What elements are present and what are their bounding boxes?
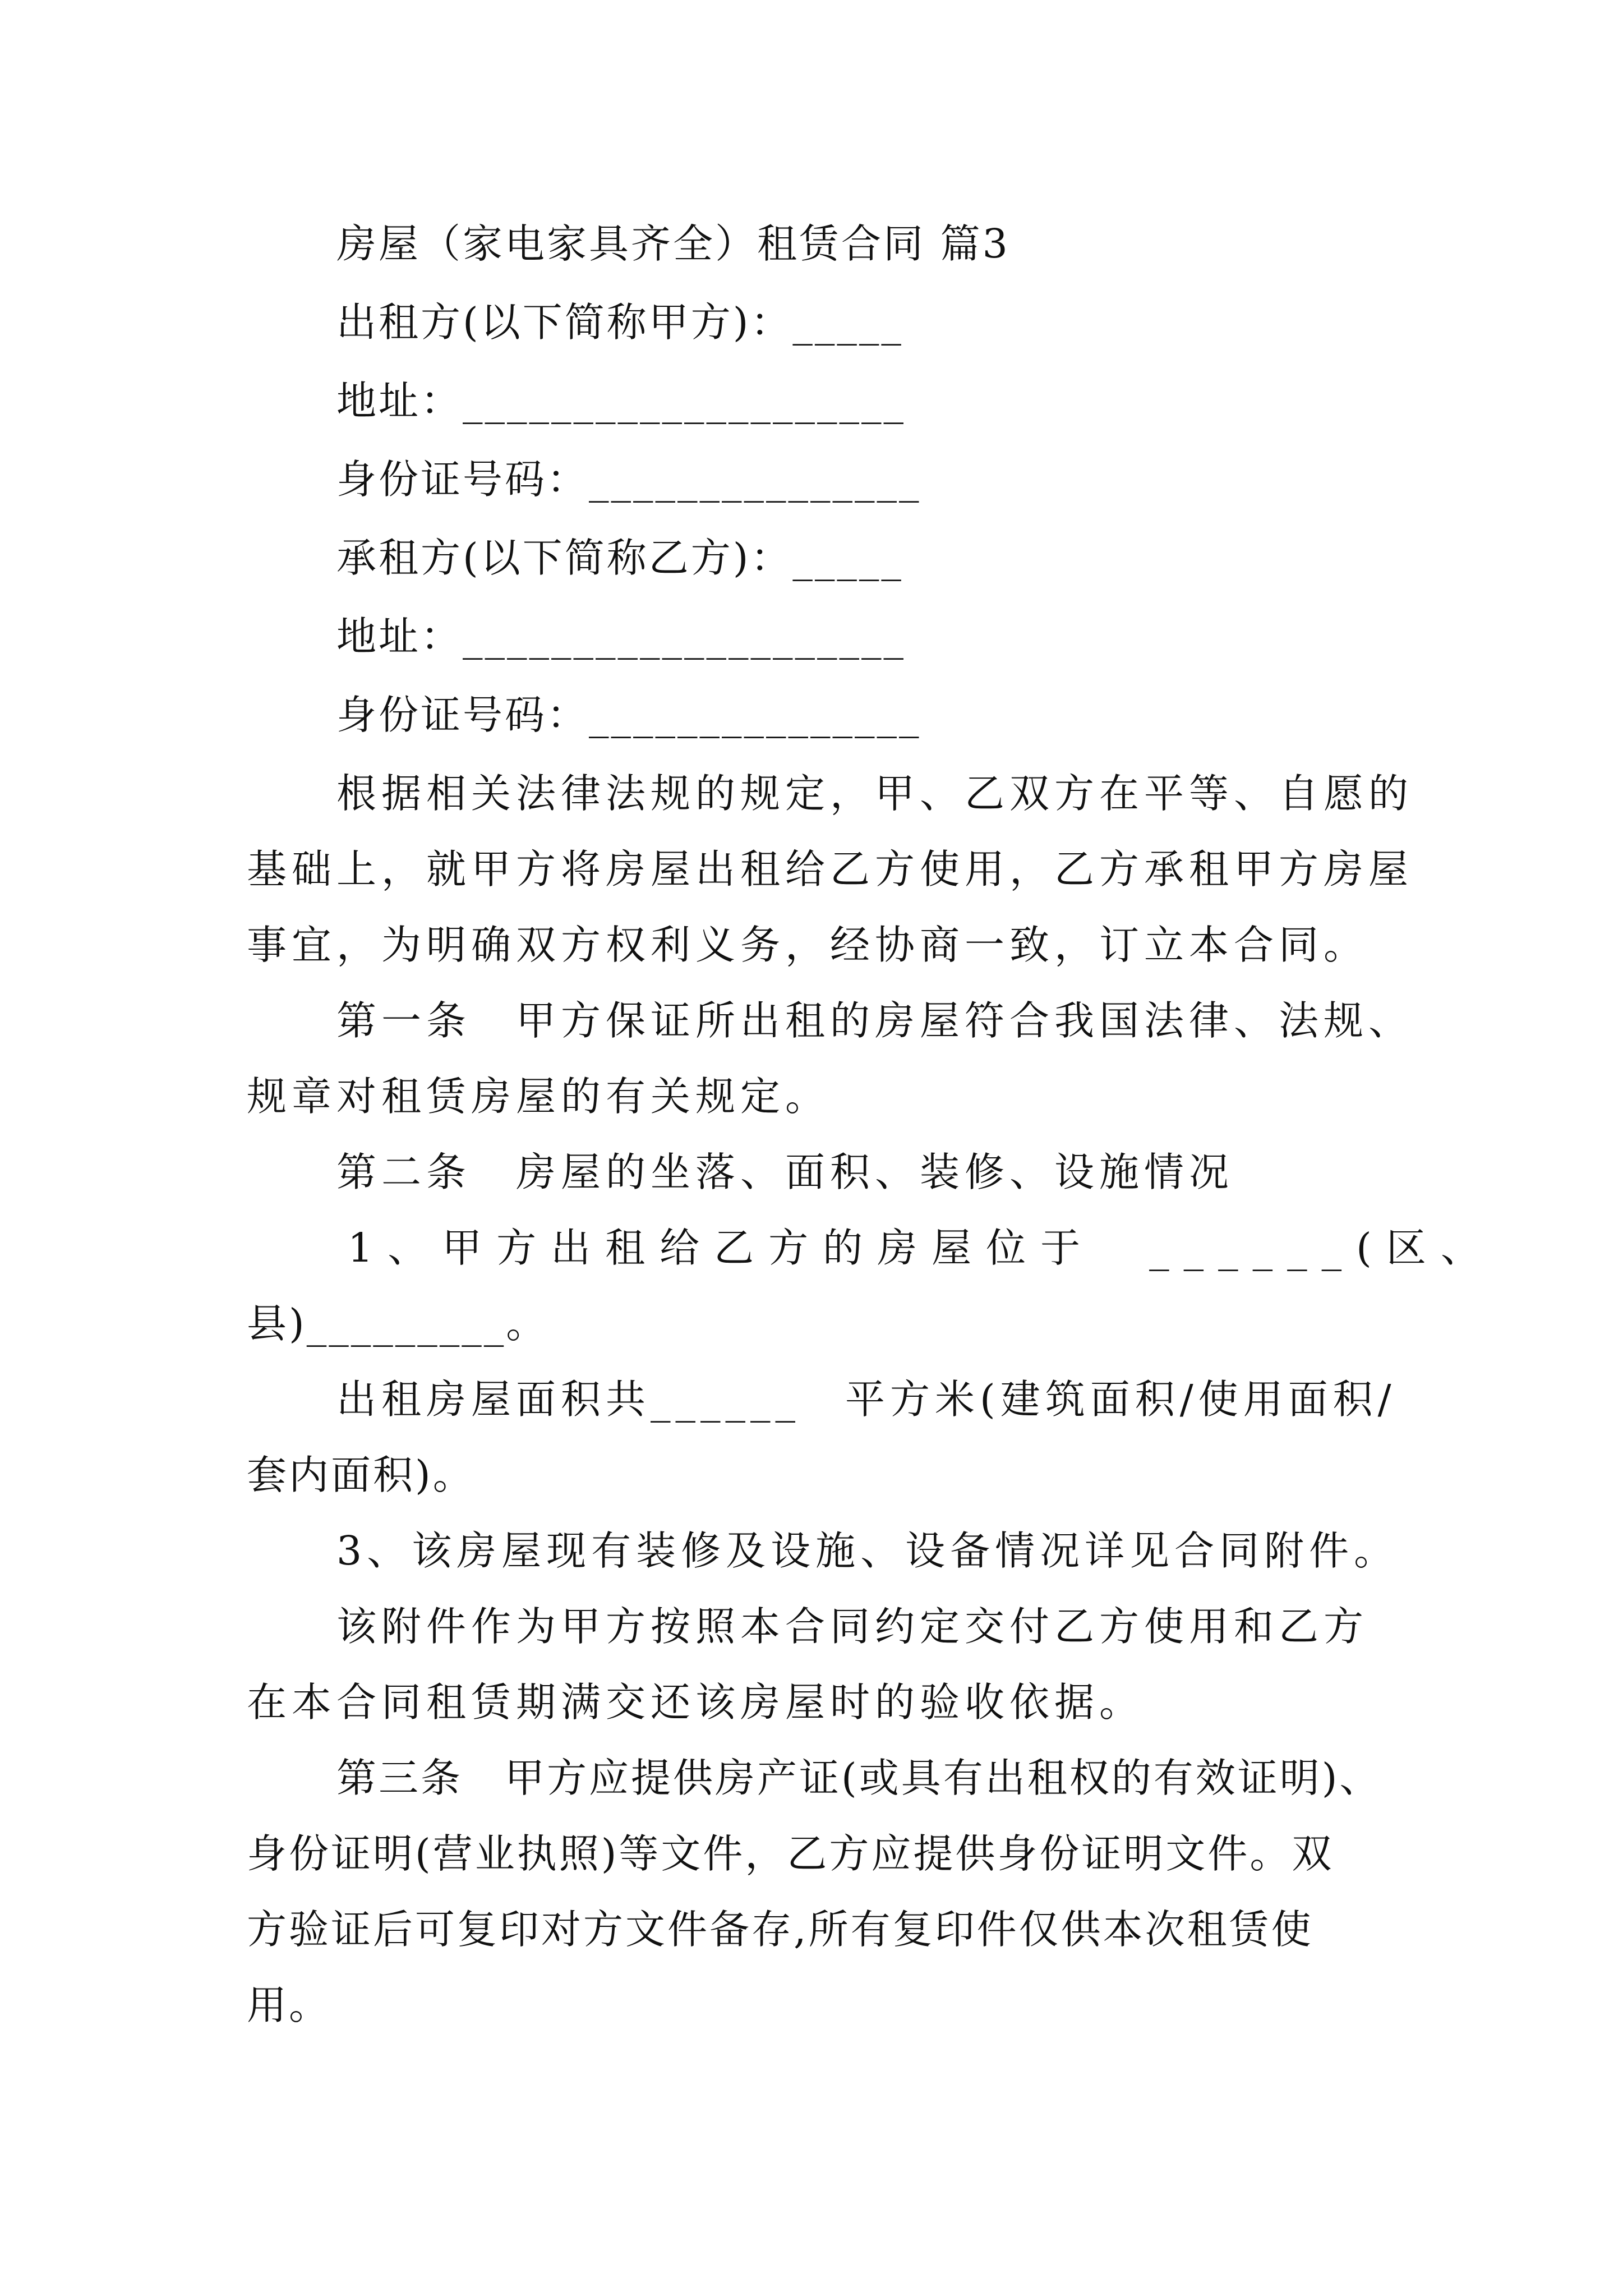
lessor-label: 出租方(以下简称甲方)：_____ [336,299,903,346]
article2-area-line: 出租房屋面积共______ 平方米(建筑面积/使用面积/ [336,1376,1396,1423]
article2-item1-line: 县)_________。 [247,1300,548,1347]
article2-item3: 3、该房屋现有装修及设施、设备情况详见合同附件。 [336,1527,1399,1574]
article2-annex-line: 该附件作为甲方按照本合同约定交付乙方使用和乙方 [336,1603,1369,1650]
lessor-address: 地址：____________________ [336,378,906,424]
document-title: 房屋（家电家具齐全）租赁合同 篇3 [336,220,1010,267]
article2-area-line: 套内面积)。 [247,1452,475,1498]
article2-annex-line: 在本合同租赁期满交还该房屋时的验收依据。 [247,1679,1145,1726]
article1-line: 第一条 甲方保证所出租的房屋符合我国法律、法规、 [336,997,1414,1044]
article3-line: 身份证明(营业执照)等文件，乙方应提供身份证明文件。双 [247,1830,1334,1877]
lessee-label: 承租方(以下简称乙方)：_____ [336,535,903,581]
article3-line: 第三条 甲方应提供房产证(或具有出租权的有效证明)、 [336,1755,1382,1801]
lessor-id: 身份证号码：_______________ [336,456,921,503]
lessee-address: 地址：____________________ [336,613,906,660]
article1-line: 规章对租赁房屋的有关规定。 [247,1073,831,1120]
preamble-line: 根据相关法律法规的规定，甲、乙双方在平等、自愿的 [336,770,1414,817]
preamble-line: 基础上，就甲方将房屋出租给乙方使用，乙方承租甲方房屋 [247,846,1414,892]
article2-item1-line: 1、甲方出租给乙方的房屋位于 ______(区、 [348,1225,1495,1271]
article3-line: 方验证后可复印对方文件备存,所有复印件仅供本次租赁使 [247,1906,1313,1953]
article2-heading: 第二条 房屋的坐落、面积、装修、设施情况 [336,1149,1234,1195]
lessee-id: 身份证号码：_______________ [336,692,921,738]
preamble-line: 事宜，为明确双方权利义务，经协商一致，订立本合同。 [247,922,1369,968]
article3-line: 用。 [247,1982,331,2028]
